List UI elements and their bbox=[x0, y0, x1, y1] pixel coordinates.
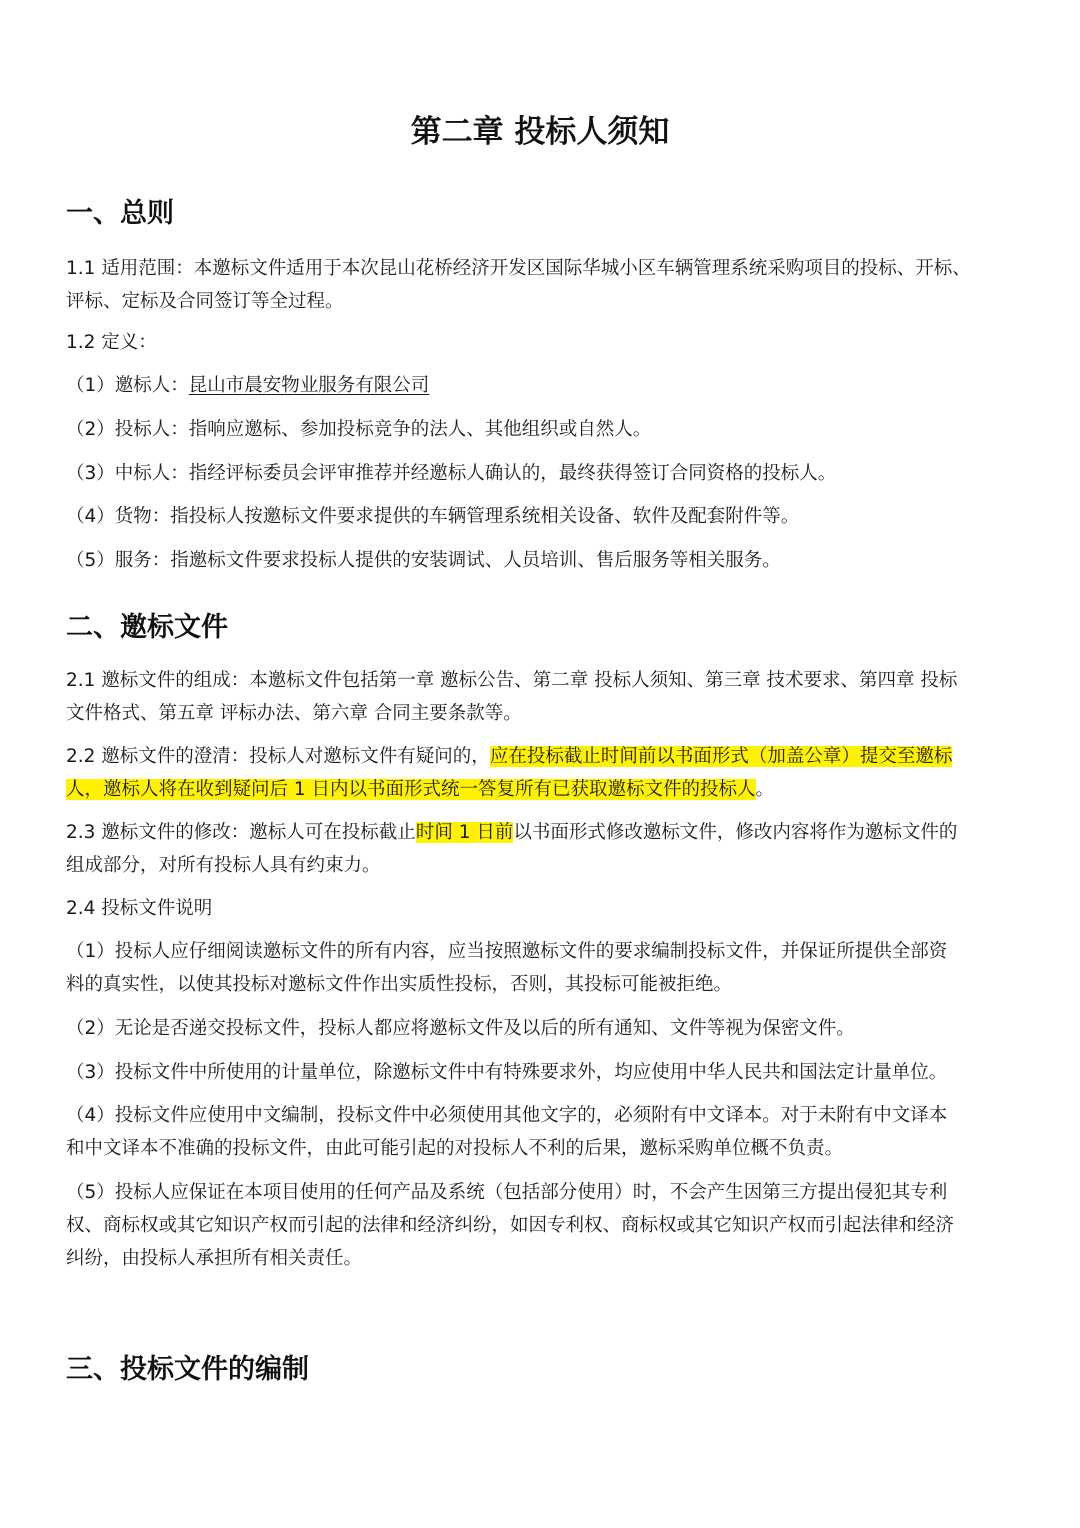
section-heading-bid-preparation: 三、投标文件的编制 bbox=[66, 1354, 309, 1385]
clause-2-4: 2.4 投标文件说明 bbox=[66, 898, 213, 919]
clause-1-2: 1.2 定义： bbox=[66, 332, 157, 353]
clause-2-1 bbox=[66, 664, 1016, 730]
bid-doc-note-5 bbox=[66, 1176, 1016, 1275]
clause-1-1 bbox=[66, 252, 1016, 318]
clause-2-2-prefix: 2.2 邀标文件的澄清：投标人对邀标文件有疑问的， bbox=[66, 746, 490, 767]
section-heading-invitation-docs: 二、邀标文件 bbox=[66, 612, 228, 643]
clause-2-3 bbox=[66, 816, 1016, 882]
definition-services: （5）服务：指邀标文件要求投标人提供的安装调试、人员培训、售后服务等相关服务。 bbox=[66, 550, 781, 571]
clause-2-3-rest: 以书面形式修改邀标文件，修改内容将作为邀标文件的 bbox=[513, 822, 958, 843]
clause-2-3-line1 bbox=[66, 816, 1016, 849]
clause-1-1-line1: 1.1 适用范围：本邀标文件适用于本次昆山花桥经济开发区国际华城小区车辆管理系统采购项目的投标、开标、 bbox=[66, 258, 971, 279]
definition-bidder: （2）投标人：指响应邀标、参加投标竞争的法人、其他组织或自然人。 bbox=[66, 419, 652, 440]
section-heading-general: 一、总则 bbox=[66, 198, 174, 229]
chapter-title: 第二章 投标人须知 bbox=[410, 114, 670, 150]
clause-1-1-line2: 评标、定标及合同签订等全过程。 bbox=[66, 291, 344, 312]
bid-doc-note-5-line2: 权、商标权或其它知识产权而引起的法律和经济纠纷，如因专利权、商标权或其它知识产权而引起法律和经济 bbox=[66, 1215, 955, 1236]
clause-2-2-suffix: 。 bbox=[755, 779, 775, 800]
bid-doc-note-5-line1: （5）投标人应保证在本项目使用的任何产品及系统（包括部分使用）时，不会产生因第三方提出侵犯其专利 bbox=[66, 1182, 948, 1203]
inviter-company-name: 昆山市晨安物业服务有限公司 bbox=[188, 375, 430, 396]
clause-2-3-prefix: 2.3 邀标文件的修改：邀标人可在投标截止 bbox=[66, 822, 416, 843]
clause-2-2 bbox=[66, 740, 1016, 806]
bid-doc-note-2: （2）无论是否递交投标文件，投标人都应将邀标文件及以后的所有通知、文件等视为保密文件。 bbox=[66, 1018, 855, 1039]
bid-doc-note-1-line2: 料的真实性，以使其投标对邀标文件作出实质性投标，否则，其投标可能被拒绝。 bbox=[66, 974, 733, 995]
definition-inviter bbox=[66, 369, 1016, 402]
bid-doc-note-4 bbox=[66, 1099, 1016, 1165]
clause-2-2-line1 bbox=[66, 740, 1016, 773]
bid-doc-note-4-line2: 和中文译本不准确的投标文件，由此可能引起的对投标人不利的后果，邀标采购单位概不负责。 bbox=[66, 1138, 844, 1159]
bid-doc-note-1-line1: （1）投标人应仔细阅读邀标文件的所有内容，应当按照邀标文件的要求编制投标文件，并保证所提供全部资 bbox=[66, 941, 948, 962]
clause-2-3-highlight: 时间 1 日前 bbox=[415, 822, 514, 843]
clause-2-1-line2: 文件格式、第五章 评标办法、第六章 合同主要条款等。 bbox=[66, 703, 522, 724]
definition-inviter-label: （1）邀标人： bbox=[66, 375, 189, 396]
definition-winning-bidder: （3）中标人：指经评标委员会评审推荐并经邀标人确认的，最终获得签订合同资格的投标人。 bbox=[66, 463, 837, 484]
bid-doc-note-1 bbox=[66, 935, 1016, 1001]
clause-2-2-highlight-1: 应在投标截止时间前以书面形式（加盖公章）提交至邀标 bbox=[489, 746, 953, 767]
definition-goods: （4）货物：指投标人按邀标文件要求提供的车辆管理系统相关设备、软件及配套附件等。 bbox=[66, 506, 800, 527]
clause-2-1-line1: 2.1 邀标文件的组成：本邀标文件包括第一章 邀标公告、第二章 投标人须知、第三章 技术要求、第四章 投标 bbox=[66, 670, 958, 691]
clause-2-2-line2 bbox=[66, 773, 1016, 806]
bid-doc-note-4-line1: （4）投标文件应使用中文编制，投标文件中必须使用其他文字的，必须附有中文译本。对于未附有中文译本 bbox=[66, 1105, 948, 1126]
bid-doc-note-5-line3: 纠纷，由投标人承担所有相关责任。 bbox=[66, 1248, 363, 1269]
bid-doc-note-3: （3）投标文件中所使用的计量单位，除邀标文件中有特殊要求外，均应使用中华人民共和国法定计量单位。 bbox=[66, 1062, 948, 1083]
clause-2-2-highlight-2: 人，邀标人将在收到疑问后 1 日内以书面形式统一答复所有已获取邀标文件的投标人 bbox=[66, 779, 756, 800]
clause-2-3-line2: 组成部分，对所有投标人具有约束力。 bbox=[66, 855, 381, 876]
